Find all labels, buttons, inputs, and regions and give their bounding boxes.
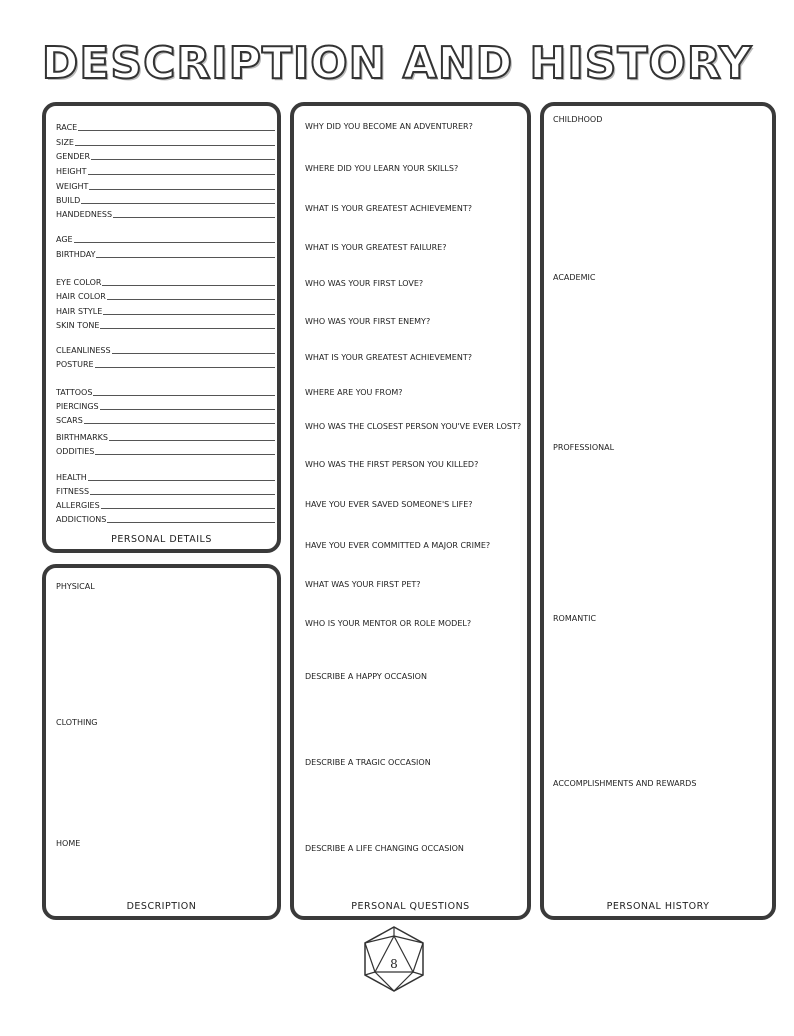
- detail-field-birthmarks[interactable]: [56, 430, 275, 442]
- detail-field-build[interactable]: [56, 193, 275, 205]
- detail-field-age[interactable]: [56, 232, 275, 244]
- detail-field-line[interactable]: [107, 522, 275, 523]
- detail-field-label: EYE COLOR: [56, 278, 102, 287]
- detail-field-label: ALLERGIES: [56, 501, 100, 510]
- description-home-label: HOME: [56, 839, 81, 848]
- detail-field-line[interactable]: [95, 454, 275, 455]
- personal-question: DESCRIBE A HAPPY OCCASION: [305, 672, 427, 681]
- detail-field-label: TATTOOS: [56, 388, 93, 397]
- detail-field-piercings[interactable]: [56, 399, 275, 411]
- detail-field-label: HAIR COLOR: [56, 292, 106, 301]
- detail-field-label: BUILD: [56, 196, 81, 205]
- detail-field-label: BIRTHMARKS: [56, 433, 108, 442]
- personal-question: WHAT IS YOUR GREATEST FAILURE?: [305, 243, 447, 252]
- personal-question: WHAT IS YOUR GREATEST ACHIEVEMENT?: [305, 204, 472, 213]
- detail-field-line[interactable]: [103, 314, 275, 315]
- personal-question: WHO WAS YOUR FIRST LOVE?: [305, 279, 424, 288]
- personal-question: WHERE ARE YOU FROM?: [305, 388, 403, 397]
- detail-field-line[interactable]: [88, 174, 275, 175]
- detail-field-line[interactable]: [78, 130, 275, 131]
- history-accomplishments-label: ACCOMPLISHMENTS AND REWARDS: [553, 779, 697, 788]
- detail-field-line[interactable]: [74, 242, 275, 243]
- detail-field-line[interactable]: [96, 257, 275, 258]
- detail-field-addictions[interactable]: [56, 512, 275, 524]
- detail-field-label: GENDER: [56, 152, 91, 161]
- detail-field-line[interactable]: [84, 423, 275, 424]
- detail-field-label: HEIGHT: [56, 167, 87, 176]
- detail-field-line[interactable]: [112, 353, 275, 354]
- detail-field-label: PIERCINGS: [56, 402, 99, 411]
- detail-field-line[interactable]: [88, 480, 275, 481]
- detail-field-scars[interactable]: [56, 413, 275, 425]
- detail-field-gender[interactable]: [56, 149, 275, 161]
- detail-field-line[interactable]: [109, 440, 275, 441]
- personal-history-panel: [540, 102, 776, 920]
- description-clothing-label: CLOTHING: [56, 718, 98, 727]
- detail-field-line[interactable]: [100, 409, 275, 410]
- detail-field-line[interactable]: [101, 508, 275, 509]
- history-romantic-label: ROMANTIC: [553, 614, 597, 623]
- detail-field-race[interactable]: [56, 120, 275, 132]
- personal-details-caption: PERSONAL DETAILS: [111, 534, 212, 545]
- history-professional-label: PROFESSIONAL: [553, 443, 615, 452]
- detail-field-line[interactable]: [107, 299, 275, 300]
- detail-field-label: RACE: [56, 123, 78, 132]
- personal-question: DESCRIBE A TRAGIC OCCASION: [305, 758, 431, 767]
- detail-field-line[interactable]: [75, 145, 275, 146]
- personal-questions-panel: [290, 102, 531, 920]
- detail-field-label: ODDITIES: [56, 447, 95, 456]
- detail-field-label: SIZE: [56, 138, 74, 147]
- page-title: DESCRIPTION AND HISTORY: [41, 38, 753, 89]
- personal-history-caption: PERSONAL HISTORY: [606, 901, 710, 912]
- history-academic-label: ACADEMIC: [553, 273, 596, 282]
- personal-question: WHO IS YOUR MENTOR OR ROLE MODEL?: [305, 619, 472, 628]
- detail-field-label: ADDICTIONS: [56, 515, 107, 524]
- personal-details-panel: [42, 102, 281, 553]
- detail-field-hair-style[interactable]: [56, 304, 275, 316]
- personal-question: WHY DID YOU BECOME AN ADVENTURER?: [305, 122, 473, 131]
- page-number: 8: [390, 957, 398, 971]
- detail-field-label: POSTURE: [56, 360, 94, 369]
- detail-field-line[interactable]: [100, 328, 275, 329]
- history-childhood-label: CHILDHOOD: [553, 115, 603, 124]
- detail-field-eye-color[interactable]: [56, 275, 275, 287]
- detail-field-label: SKIN TONE: [56, 321, 100, 330]
- detail-field-label: CLEANLINESS: [56, 346, 111, 355]
- detail-field-line[interactable]: [91, 159, 275, 160]
- detail-field-birthday[interactable]: [56, 247, 275, 259]
- detail-field-posture[interactable]: [56, 357, 275, 369]
- detail-field-label: HANDEDNESS: [56, 210, 113, 219]
- description-caption: DESCRIPTION: [126, 901, 197, 912]
- detail-field-line[interactable]: [113, 217, 275, 218]
- personal-question: WHO WAS THE FIRST PERSON YOU KILLED?: [305, 460, 479, 469]
- personal-question: WHAT WAS YOUR FIRST PET?: [305, 580, 421, 589]
- detail-field-line[interactable]: [102, 285, 275, 286]
- detail-field-tattoos[interactable]: [56, 385, 275, 397]
- detail-field-fitness[interactable]: [56, 484, 275, 496]
- detail-field-height[interactable]: [56, 164, 275, 176]
- detail-field-line[interactable]: [90, 494, 275, 495]
- personal-question: DESCRIBE A LIFE CHANGING OCCASION: [305, 844, 464, 853]
- description-physical-label: PHYSICAL: [56, 582, 95, 591]
- detail-field-label: SCARS: [56, 416, 83, 425]
- detail-field-label: FITNESS: [56, 487, 90, 496]
- detail-field-label: HEALTH: [56, 473, 87, 482]
- detail-field-weight[interactable]: [56, 179, 275, 191]
- personal-question: HAVE YOU EVER COMMITTED A MAJOR CRIME?: [305, 541, 491, 550]
- detail-field-oddities[interactable]: [56, 444, 275, 456]
- personal-questions-caption: PERSONAL QUESTIONS: [351, 901, 470, 912]
- personal-question: HAVE YOU EVER SAVED SOMEONE'S LIFE?: [305, 500, 473, 509]
- detail-field-cleanliness[interactable]: [56, 343, 275, 355]
- detail-field-skin-tone[interactable]: [56, 318, 275, 330]
- detail-field-line[interactable]: [95, 367, 275, 368]
- detail-field-size[interactable]: [56, 135, 275, 147]
- detail-field-health[interactable]: [56, 470, 275, 482]
- detail-field-handedness[interactable]: [56, 207, 275, 219]
- page-number-badge: [361, 924, 427, 994]
- detail-field-hair-color[interactable]: [56, 289, 275, 301]
- personal-question: WHERE DID YOU LEARN YOUR SKILLS?: [305, 164, 459, 173]
- detail-field-label: HAIR STYLE: [56, 307, 103, 316]
- detail-field-label: AGE: [56, 235, 73, 244]
- detail-field-allergies[interactable]: [56, 498, 275, 510]
- detail-field-line[interactable]: [93, 395, 275, 396]
- description-panel: [42, 564, 281, 920]
- personal-question: WHO WAS YOUR FIRST ENEMY?: [305, 317, 431, 326]
- detail-field-line[interactable]: [89, 189, 275, 190]
- detail-field-line[interactable]: [81, 203, 275, 204]
- detail-field-label: WEIGHT: [56, 182, 89, 191]
- detail-field-label: BIRTHDAY: [56, 250, 96, 259]
- personal-question: WHAT IS YOUR GREATEST ACHIEVEMENT?: [305, 353, 472, 362]
- personal-question: WHO WAS THE CLOSEST PERSON YOU'VE EVER LOST?: [305, 422, 522, 431]
